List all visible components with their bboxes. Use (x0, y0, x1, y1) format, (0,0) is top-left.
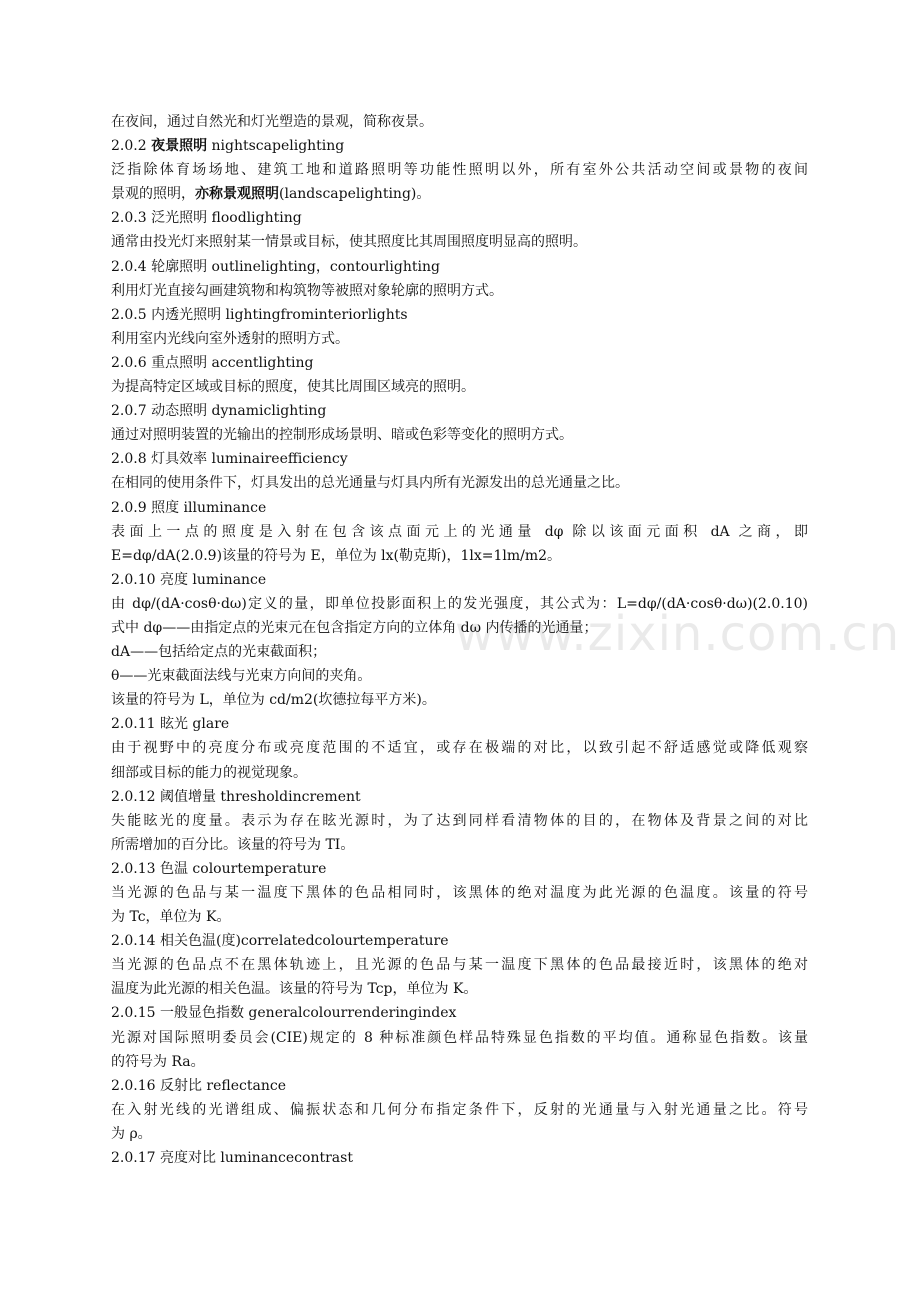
text-line: 在入射光线的光谱组成、偏振状态和几何分布指定条件下，反射的光通量与入射光通量之比。符号 (111, 1101, 808, 1118)
text-line: 在相同的使用条件下，灯具发出的总光通量与灯具内所有光源发出的总光通量之比。 (111, 475, 629, 492)
text-line: E=dφ/dA(2.0.9)该量的符号为 E，单位为 lx(勒克斯)，1lx=1lm/m2。 (111, 547, 562, 564)
watermark: www.zixin.com.cn (455, 606, 901, 662)
text-line: 的符号为 Ra。 (111, 1053, 205, 1070)
section-heading: 2.0.4 轮廓照明 outlinelighting，contourlighting (111, 258, 440, 275)
text-line: 该量的符号为 L，单位为 cd/m2(坎德拉每平方米)。 (111, 692, 436, 709)
text-line: 细部或目标的能力的视觉现象。 (111, 764, 307, 781)
text-line: θ——光束截面法线与光束方向间的夹角。 (111, 668, 372, 685)
text-line: 当光源的色品与某一温度下黑体的色品相同时，该黑体的绝对温度为此光源的色温度。该量的符号 (111, 885, 808, 901)
text-line: 为提高特定区域或目标的照度，使其比周围区域亮的照明。 (111, 379, 475, 396)
section-heading: 2.0.8 灯具效率 luminaireefficiency (111, 451, 348, 468)
text-line: 由于视野中的亮度分布或亮度范围的不适宜，或存在极端的对比，以致引起不舒适感觉或降低观察 (111, 740, 808, 757)
section-heading: 2.0.10 亮度 luminance (111, 571, 267, 588)
text-line: 在夜间，通过自然光和灯光塑造的景观，简称夜景。 (111, 114, 433, 130)
section-heading: 2.0.14 相关色温(度)correlatedcolourtemperature (111, 933, 449, 950)
text-line: 通过对照明装置的光输出的控制形成场景明、暗或色彩等变化的照明方式。 (111, 427, 573, 444)
bold-term: 夜景照明 (151, 138, 208, 155)
text-line: 温度为此光源的相关色温。该量的符号为 Tcp，单位为 K。 (111, 981, 478, 998)
text-line: 利用室内光线向室外透射的照明方式。 (111, 330, 349, 347)
section-heading: 2.0.16 反射比 reflectance (111, 1077, 286, 1094)
section-heading: 2.0.13 色温 colourtemperature (111, 860, 327, 877)
text-line: 光源对国际照明委员会(CIE)规定的 8 种标准颜色样品特殊显色指数的平均值。通称显色指数。该量 (111, 1029, 808, 1046)
document-body (111, 110, 808, 1170)
text-line: 所需增加的百分比。该量的符号为 TI。 (111, 836, 355, 853)
section-heading: 2.0.17 亮度对比 luminancecontrast (111, 1150, 353, 1167)
text-line: 由 dφ/(dA·cosθ·dω)定义的量，即单位投影面积上的发光强度，其公式为：L=dφ/(dA·cosθ·dω)(2.0.10) (111, 595, 808, 612)
text-line: 利用灯光直接勾画建筑物和构筑物等被照对象轮廓的照明方式。 (111, 282, 503, 299)
section-heading: 2.0.3 泛光照明 floodlighting (111, 210, 302, 227)
section-heading: 2.0.12 阈值增量 thresholdincrement (111, 788, 361, 805)
text-line: 为 Tc，单位为 K。 (111, 909, 231, 926)
section-heading: 2.0.5 内透光照明 lightingfrominteriorlights (111, 306, 408, 323)
text-line: 为 ρ。 (111, 1125, 152, 1142)
section-heading: 2.0.6 重点照明 accentlighting (111, 354, 314, 371)
text-line: 通常由投光灯来照射某一情景或目标，使其照度比其周围照度明显高的照明。 (111, 234, 587, 251)
text-line: 景观的照明，亦称景观照明(landscapelighting)。 (111, 186, 431, 203)
text-line: 泛指除体育场场地、建筑工地和道路照明等功能性照明以外，所有室外公共活动空间或景物的夜间 (111, 162, 808, 179)
section-heading: 2.0.15 一般显色指数 generalcolourrenderingindex (111, 1005, 457, 1022)
bold-term: 亦称景观照明 (195, 186, 279, 203)
text-line: dA——包括给定点的光束截面积； (111, 644, 327, 661)
text-line: 失能眩光的度量。表示为存在眩光源时，为了达到同样看清物体的目的，在物体及背景之间的对比 (111, 812, 808, 829)
text-line: 式中 dφ——由指定点的光束元在包含指定方向的立体角 dω 内传播的光通量； (111, 619, 598, 636)
text-line: 表面上一点的照度是入射在包含该点面元上的光通量 dφ 除以该面元面积 dA 之商，即 (111, 523, 808, 540)
section-heading: 2.0.11 眩光 glare (111, 716, 230, 733)
text-line: 当光源的色品点不在黑体轨迹上，且光源的色品与某一温度下黑体的色品最接近时，该黑体的绝对 (111, 957, 808, 974)
section-heading: 2.0.2 夜景照明 nightscapelighting (111, 138, 345, 155)
section-heading: 2.0.7 动态照明 dynamiclighting (111, 403, 327, 420)
section-heading: 2.0.9 照度 illuminance (111, 499, 267, 516)
